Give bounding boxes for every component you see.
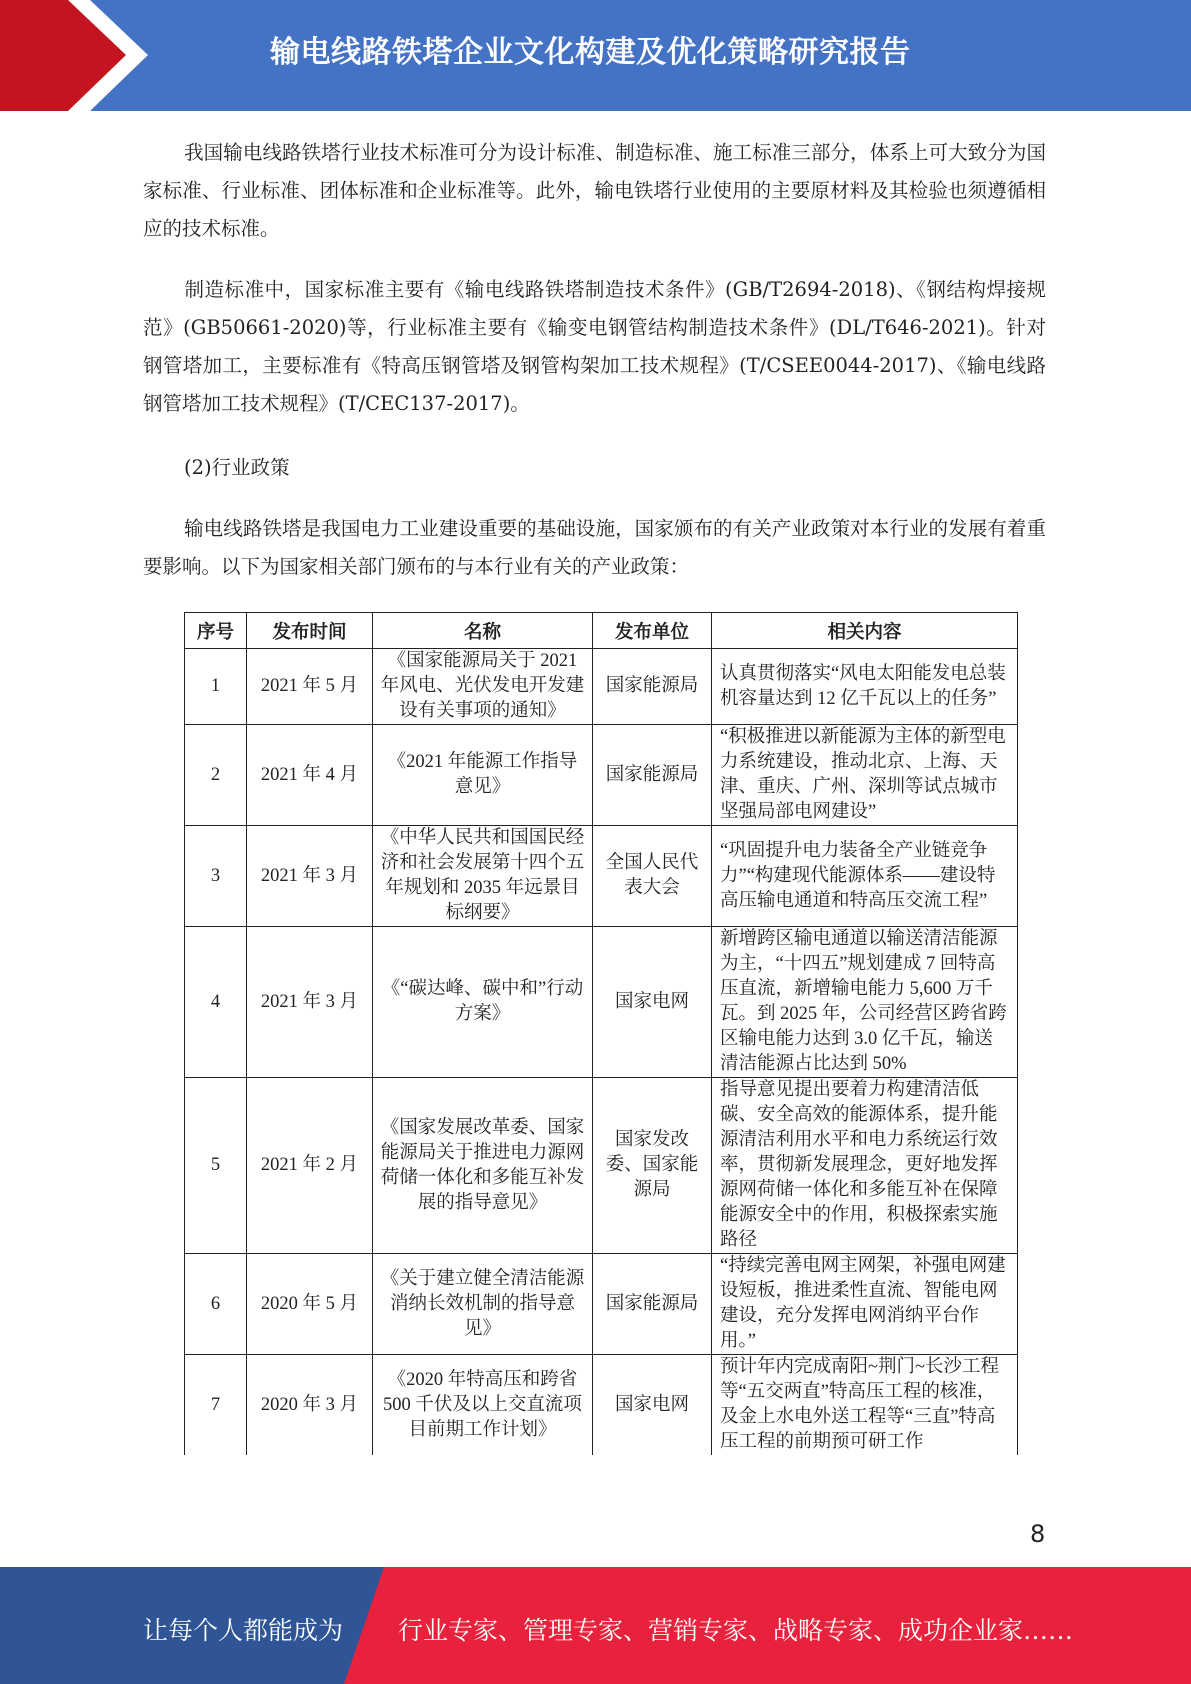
cell-index: 6	[185, 1254, 247, 1355]
column-header-index: 序号	[185, 613, 247, 649]
cell-index: 3	[185, 826, 247, 927]
cell-name: 《国家发展改革委、国家能源局关于推进电力源网荷储一体化和多能互补发展的指导意见》	[373, 1078, 593, 1254]
paragraph-policy-intro: 输电线路铁塔是我国电力工业建设重要的基础设施，国家颁布的有关产业政策对本行业的发展有着重要影响。以下为国家相关部门颁布的与本行业有关的产业政策：	[143, 517, 1046, 578]
cell-index: 1	[185, 649, 247, 725]
cell-content: 新增跨区输电通道以输送清洁能源为主，“十四五”规划建成 7 回特高压直流，新增输电能力 5,600 万千瓦。到 2025 年，公司经营区跨省跨区输电能力达到 3.0 亿千瓦，输送清洁能源占比达到 50%	[712, 927, 1018, 1078]
header-arrow-decoration	[0, 0, 160, 111]
cell-date: 2020 年 3 月	[247, 1355, 373, 1456]
table-row	[185, 725, 1018, 826]
column-header-name: 名称	[373, 613, 593, 649]
section-heading-industry-policy: (2)行业政策	[184, 456, 290, 479]
cell-issuer: 国家能源局	[593, 1254, 712, 1355]
cell-name: 《“碳达峰、碳中和”行动方案》	[373, 927, 593, 1078]
table-row	[185, 1078, 1018, 1254]
page-footer	[0, 1567, 1191, 1684]
footer-slogan-left: 让每个人都能成为	[143, 1616, 344, 1645]
table-row	[185, 826, 1018, 927]
cell-name: 《2020 年特高压和跨省 500 千伏及以上交直流项目前期工作计划》	[373, 1355, 593, 1456]
cell-content: 指导意见提出要着力构建清洁低碳、安全高效的能源体系，提升能源清洁利用水平和电力系统运行效率，贯彻新发展理念，更好地发挥源网荷储一体化和多能互补在保障能源安全中的作用，积极探索实施路径	[712, 1078, 1018, 1254]
cell-name: 《关于建立健全清洁能源消纳长效机制的指导意见》	[373, 1254, 593, 1355]
cell-issuer: 国家电网	[593, 1355, 712, 1456]
table-row	[185, 1355, 1018, 1456]
cell-content: 预计年内完成南阳~荆门~长沙工程等“五交两直”特高压工程的核准，及金上水电外送工程等“三直”特高压工程的前期预可研工作	[712, 1355, 1018, 1456]
cell-issuer: 国家能源局	[593, 649, 712, 725]
cell-name: 《中华人民共和国国民经济和社会发展第十四个五年规划和 2035 年远景目标纲要》	[373, 826, 593, 927]
cell-date: 2021 年 2 月	[247, 1078, 373, 1254]
report-title: 输电线路铁塔企业文化构建及优化策略研究报告	[270, 35, 911, 70]
cell-issuer: 国家发改委、国家能源局	[593, 1078, 712, 1254]
cell-index: 7	[185, 1355, 247, 1456]
cell-index: 5	[185, 1078, 247, 1254]
cell-date: 2021 年 5 月	[247, 649, 373, 725]
cell-date: 2021 年 3 月	[247, 826, 373, 927]
cell-issuer: 国家电网	[593, 927, 712, 1078]
cell-content: “巩固提升电力装备全产业链竞争力”“构建现代能源体系——建设特高压输电通道和特高压交流工程”	[712, 826, 1018, 927]
footer-slogan-right: 行业专家、管理专家、营销专家、战略专家、成功企业家……	[398, 1616, 1074, 1645]
cell-content: “积极推进以新能源为主体的新型电力系统建设，推动北京、上海、天津、重庆、广州、深圳等试点城市坚强局部电网建设”	[712, 725, 1018, 826]
cell-index: 2	[185, 725, 247, 826]
cell-name: 《2021 年能源工作指导意见》	[373, 725, 593, 826]
table-header-row	[185, 613, 1018, 649]
industry-policy-table	[184, 612, 1018, 1455]
column-header-content: 相关内容	[712, 613, 1018, 649]
cell-date: 2021 年 4 月	[247, 725, 373, 826]
page-header	[0, 0, 1191, 111]
cell-issuer: 全国人民代表大会	[593, 826, 712, 927]
cell-date: 2020 年 5 月	[247, 1254, 373, 1355]
paragraph-manufacturing-standards: 制造标准中，国家标准主要有《输电线路铁塔制造技术条件》(GB/T2694-2018)、《钢结构焊接规范》(GB50661-2020)等，行业标准主要有《输变电钢管结构制造技术条件》(DL/T646-2021)。针对钢管塔加工，主要标准有《特高压钢管塔及钢管构架加工技术规程》(T/CSEE0044-2017)、《输电线路钢管塔加工技术规程》(T/CEC137-2017)。	[143, 278, 1046, 415]
column-header-date: 发布时间	[247, 613, 373, 649]
paragraph-standards-overview: 我国输电线路铁塔行业技术标准可分为设计标准、制造标准、施工标准三部分，体系上可大致分为国家标准、行业标准、团体标准和企业标准等。此外，输电铁塔行业使用的主要原材料及其检验也须遵循相应的技术标准。	[143, 141, 1046, 240]
table-row	[185, 649, 1018, 725]
cell-name: 《国家能源局关于 2021 年风电、光伏发电开发建设有关事项的通知》	[373, 649, 593, 725]
cell-content: 认真贯彻落实“风电太阳能发电总装机容量达到 12 亿千瓦以上的任务”	[712, 649, 1018, 725]
column-header-issuer: 发布单位	[593, 613, 712, 649]
cell-issuer: 国家能源局	[593, 725, 712, 826]
cell-date: 2021 年 3 月	[247, 927, 373, 1078]
cell-index: 4	[185, 927, 247, 1078]
cell-content: “持续完善电网主网架，补强电网建设短板，推进柔性直流、智能电网建设，充分发挥电网消纳平台作用。”	[712, 1254, 1018, 1355]
table-row	[185, 927, 1018, 1078]
page-number: 8	[1030, 1520, 1046, 1548]
table-row	[185, 1254, 1018, 1355]
